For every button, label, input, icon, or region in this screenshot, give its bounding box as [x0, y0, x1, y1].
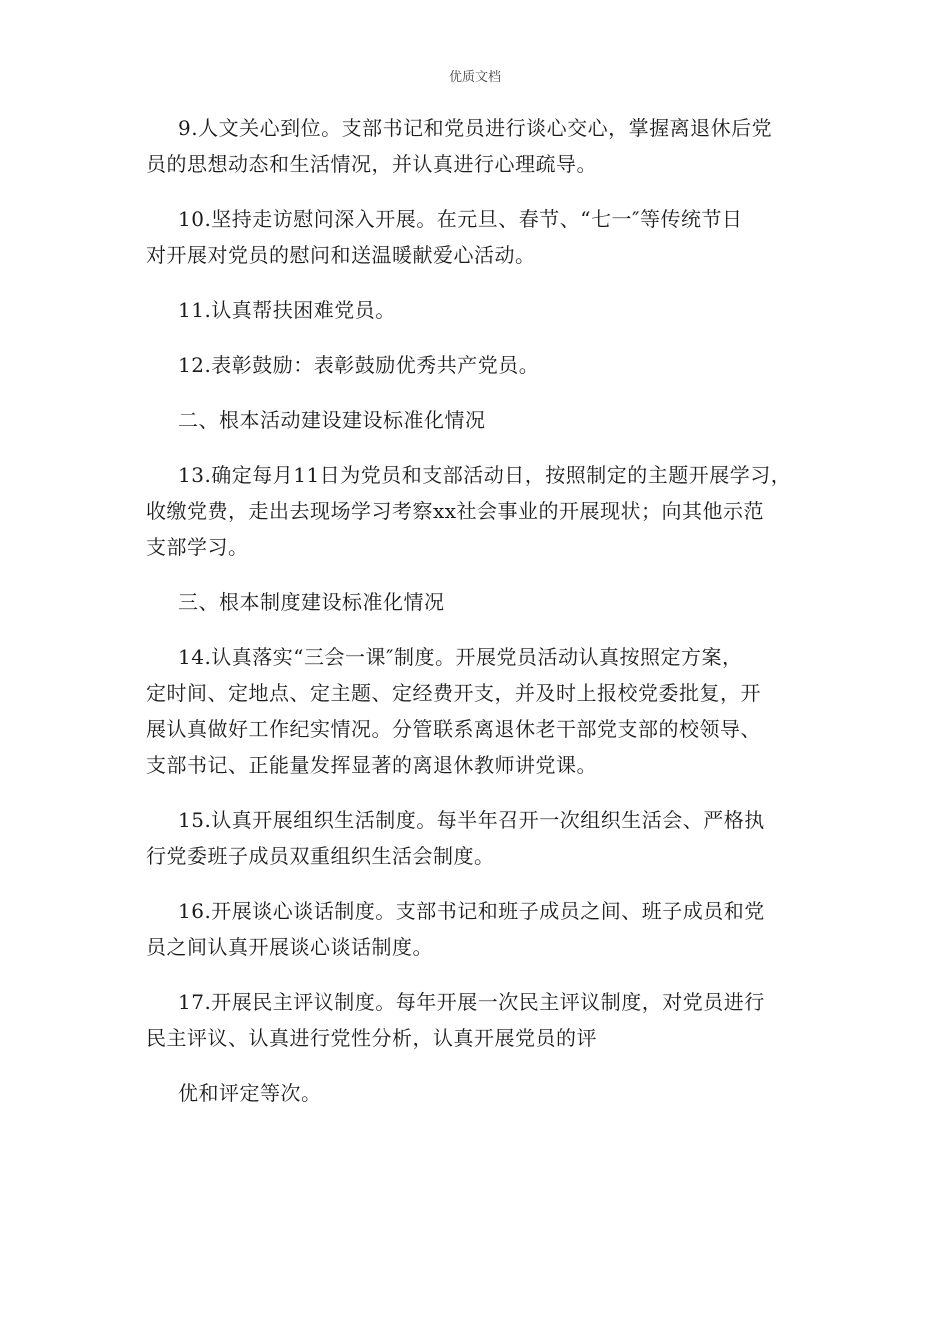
paragraph-line: 12.表彰鼓励：表彰鼓励优秀共产党员。 — [178, 353, 540, 377]
paragraph-line: 15.认真开展组织生活制度。每半年召开一次组织生活会、严格执 — [178, 808, 765, 832]
page-header: 优质文档 — [448, 70, 501, 85]
paragraph-17 — [146, 984, 806, 1056]
paragraph-line: 13.确定每月11日为党员和支部活动日，按照制定的主题开展学习， — [178, 463, 792, 487]
paragraph-line: 优和评定等次。 — [178, 1081, 322, 1105]
paragraph-16 — [146, 893, 806, 965]
paragraph-line: 员之间认真开展谈心谈话制度。 — [146, 935, 433, 959]
paragraph-17-continuation — [146, 1075, 806, 1111]
paragraph-line: 对开展对党员的慰问和送温暖献爱心活动。 — [146, 243, 536, 267]
paragraph-15 — [146, 802, 806, 874]
paragraph-9 — [146, 110, 806, 182]
section-heading-line: 三、根本制度建设标准化情况 — [178, 590, 445, 614]
paragraph-14 — [146, 639, 806, 783]
paragraph-10 — [146, 201, 806, 273]
paragraph-line: 17.开展民主评议制度。每年开展一次民主评议制度，对党员进行 — [178, 990, 765, 1014]
paragraph-line: 民主评议、认真进行党性分析，认真开展党员的评 — [146, 1026, 597, 1050]
paragraph-line: 10.坚持走访慰问深入开展。在元旦、春节、“七一″等传统节日 — [178, 207, 743, 231]
paragraph-line: 11.认真帮扶困难党员。 — [178, 298, 396, 322]
paragraph-line: 员的思想动态和生活情况，并认真进行心理疏导。 — [146, 152, 597, 176]
paragraph-line: 定时间、定地点、定主题、定经费开支，并及时上报校党委批复，开 — [146, 681, 761, 705]
paragraph-line: 行党委班子成员双重组织生活会制度。 — [146, 844, 495, 868]
paragraph-line: 9.人文关心到位。支部书记和党员进行谈心交心，掌握离退休后党 — [178, 116, 773, 140]
paragraph-13 — [146, 457, 806, 565]
section-heading-2 — [146, 402, 806, 438]
section-heading-3 — [146, 584, 806, 620]
paragraph-line: 支部书记、正能量发挥显著的离退休教师讲党课。 — [146, 753, 597, 777]
paragraph-11 — [146, 292, 806, 328]
paragraph-line: 展认真做好工作纪实情况。分管联系离退休老干部党支部的校领导、 — [146, 717, 761, 741]
paragraph-12 — [146, 347, 806, 383]
paragraph-line: 收缴党费，走出去现场学习考察xx社会事业的开展现状；向其他示范 — [146, 499, 765, 523]
paragraph-line: 16.开展谈心谈话制度。支部书记和班子成员之间、班子成员和党 — [178, 899, 765, 923]
section-heading-line: 二、根本活动建设建设标准化情况 — [178, 408, 486, 432]
document-body — [146, 110, 806, 1130]
paragraph-line: 14.认真落实“三会一课″制度。开展党员活动认真按照定方案， — [178, 645, 743, 669]
paragraph-line: 支部学习。 — [146, 535, 249, 559]
